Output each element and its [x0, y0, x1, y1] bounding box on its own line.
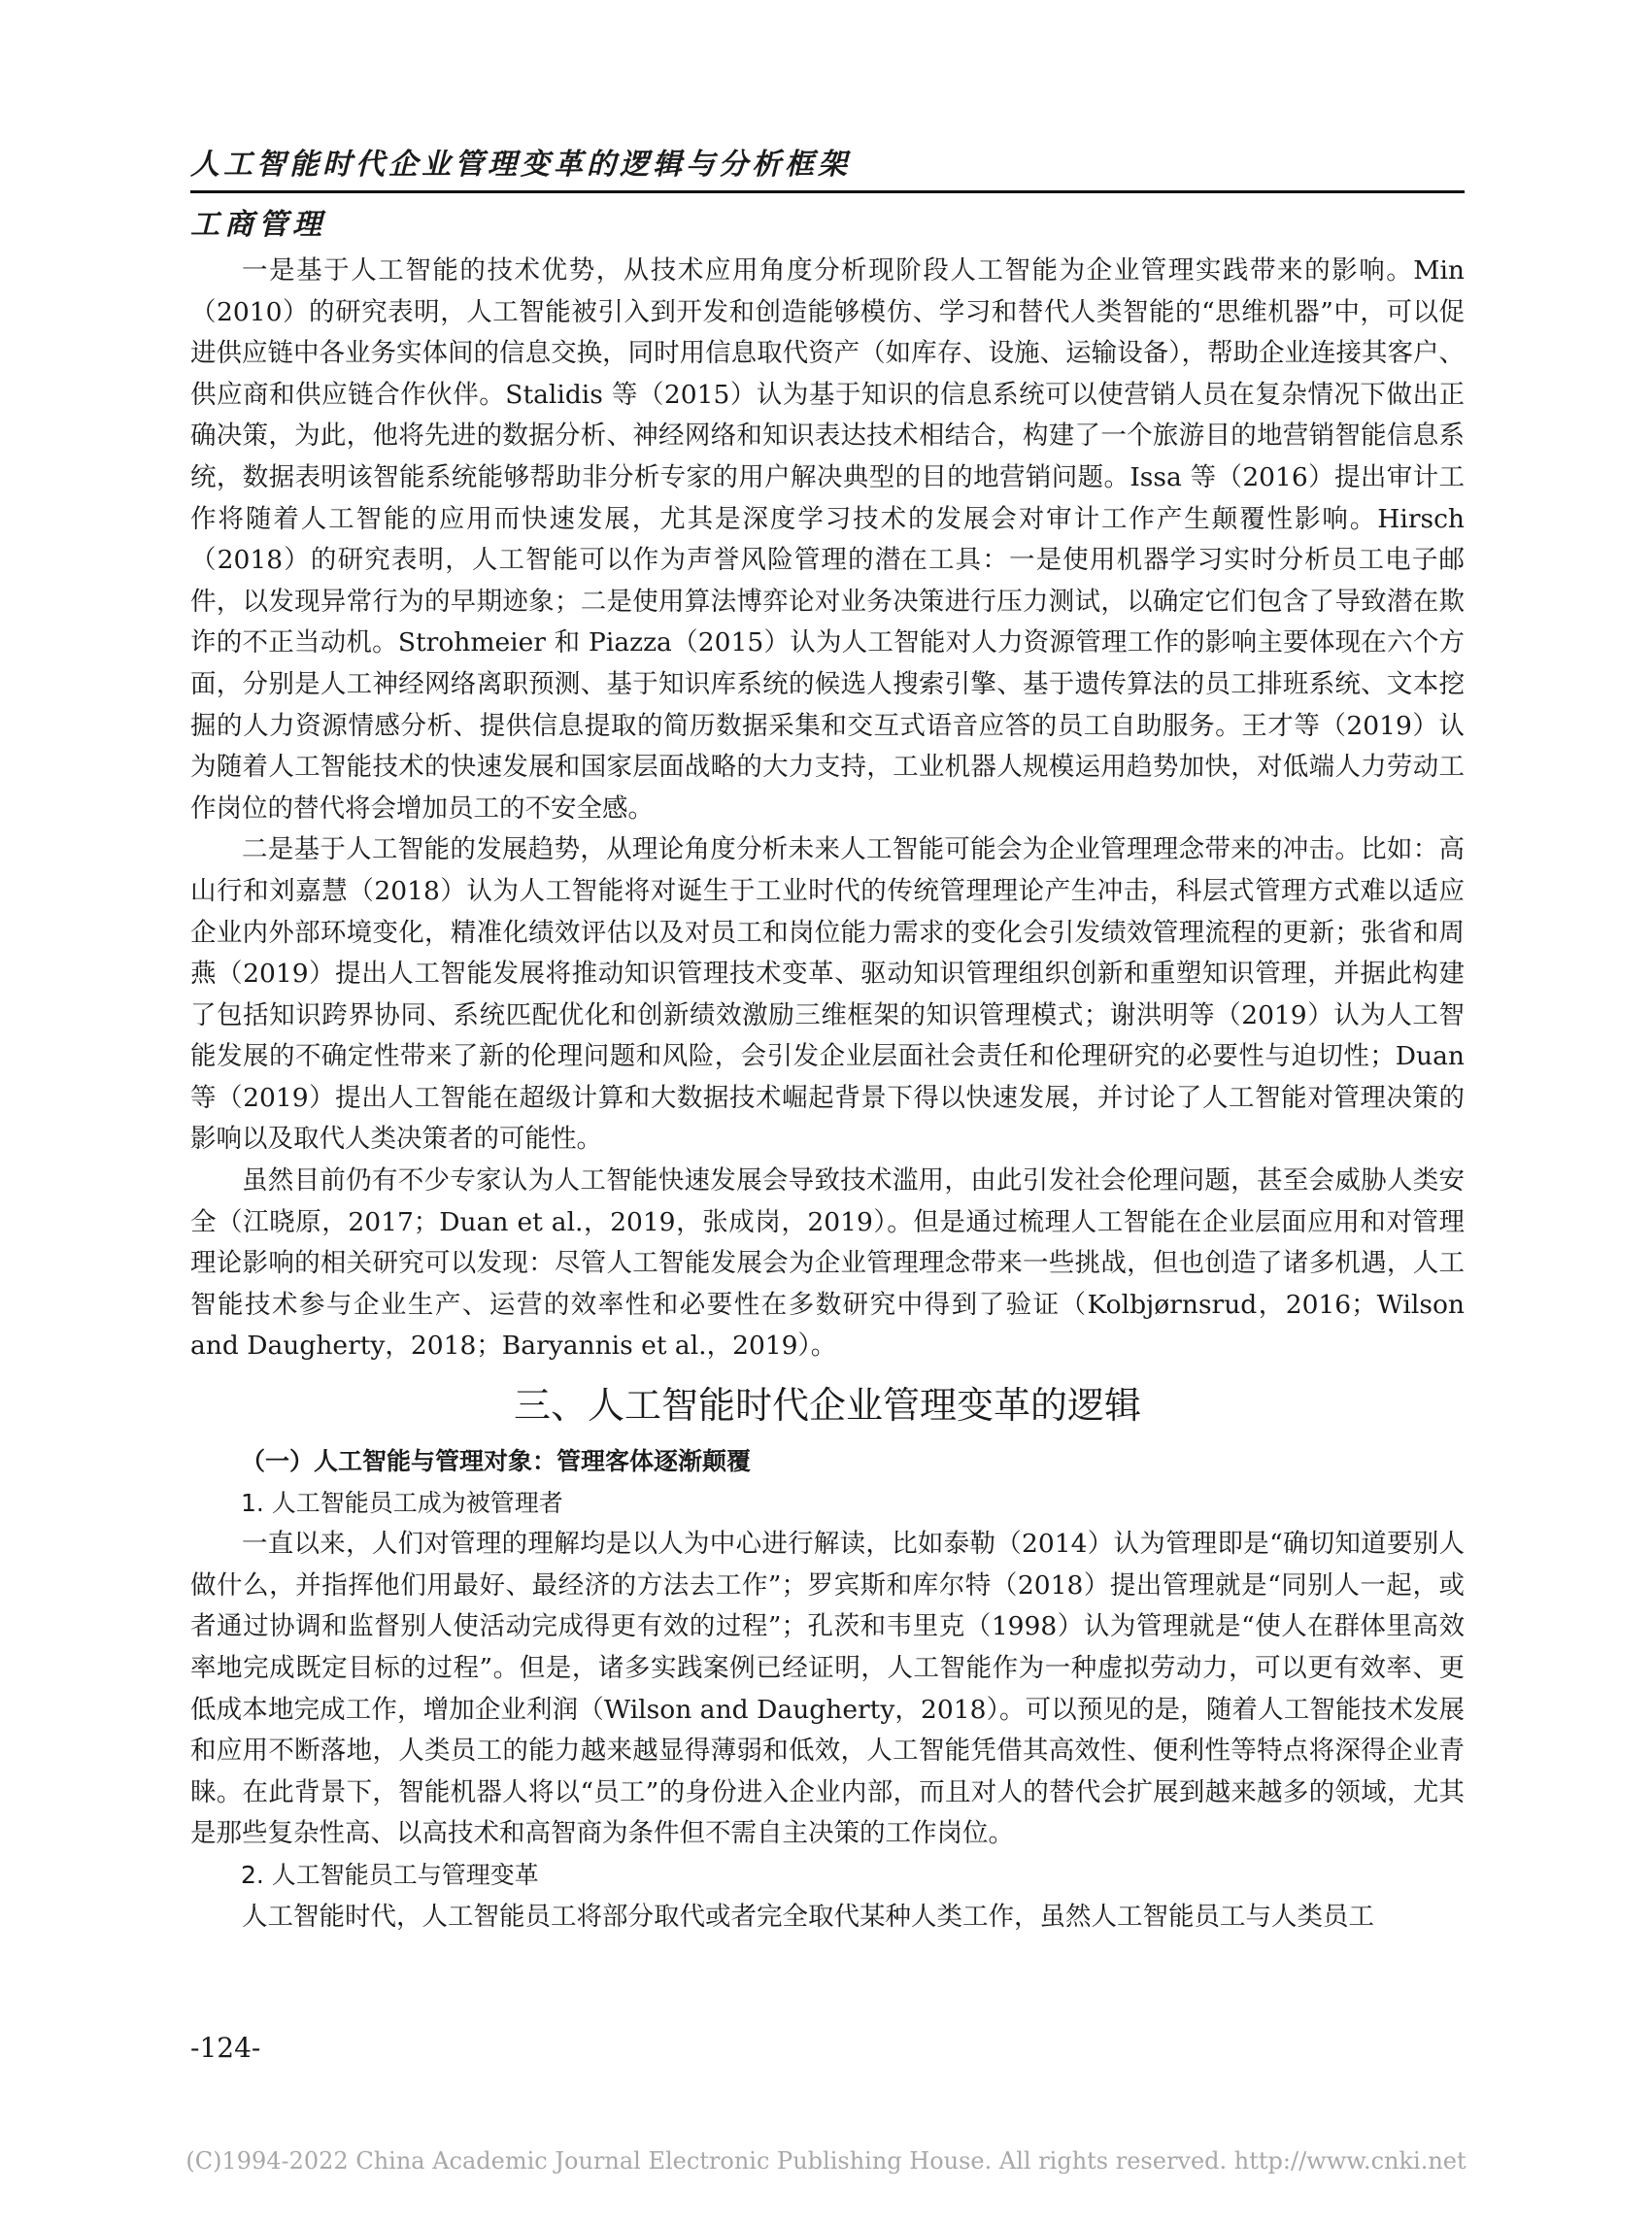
running-title: 人工智能时代企业管理变革的逻辑与分析框架	[190, 148, 851, 182]
body-paragraph: 一是基于人工智能的技术优势，从技术应用角度分析现阶段人工智能为企业管理实践带来的影响。Min（2010）的研究表明，人工智能被引入到开发和创造能够模仿、学习和替代人类智能的“思维机器”中，可以促进供应链中各业务实体间的信息交换，同时用信息取代资产（如库存、设施、运输设备），帮助企业连接其客户、供应商和供应链合作伙伴。Stalidis 等（2015）认为基于知识的信息系统可以使营销人员在复杂情况下做出正确决策，为此，他将先进的数据分析、神经网络和知识表达技术相结合，构建了一个旅游目的地营销智能信息系统，数据表明该智能系统能够帮助非分析专家的用户解决典型的目的地营销问题。Issa 等（2016）提出审计工作将随着人工智能的应用而快速发展，尤其是深度学习技术的发展会对审计工作产生颠覆性影响。Hirsch（2018）的研究表明，人工智能可以作为声誉风险管理的潜在工具：一是使用机器学习实时分析员工电子邮件，以发现异常行为的早期迹象；二是使用算法博弈论对业务决策进行压力测试，以确定它们包含了导致潜在欺诈的不正当动机。Strohmeier 和 Piazza（2015）认为人工智能对人力资源管理工作的影响主要体现在六个方面，分别是人工神经网络离职预测、基于知识库系统的候选人搜索引擎、基于遗传算法的员工排班系统、文本挖掘的人力资源情感分析、提供信息提取的简历数据采集和交互式语音应答的员工自助服务。王才等（2019）认为随着人工智能技术的快速发展和国家层面战略的大力支持，工业机器人规模运用趋势加快，对低端人力劳动工作岗位的替代将会增加员工的不安全感。	[190, 255, 1465, 824]
section-heading: 三、人工智能时代企业管理变革的逻辑	[513, 1384, 1141, 1428]
body-paragraph: 人工智能时代，人工智能员工将部分取代或者完全取代某种人类工作，虽然人工智能员工与人类员工	[242, 1901, 1374, 1932]
copyright-footer: (C)1994-2022 China Academic Journal Electronic Publishing House. All rights reserved. http://www.cnki.net	[185, 2147, 1467, 2175]
body-paragraph: 二是基于人工智能的发展趋势，从理论角度分析未来人工智能可能会为企业管理理念带来的冲击。比如：高山行和刘嘉慧（2018）认为人工智能将对诞生于工业时代的传统管理理论产生冲击，科层式管理方式难以适应企业内外部环境变化，精准化绩效评估以及对员工和岗位能力需求的变化会引发绩效管理流程的更新；张省和周燕（2019）提出人工智能发展将推动知识管理技术变革、驱动知识管理组织创新和重塑知识管理，并据此构建了包括知识跨界协同、系统匹配优化和创新绩效激励三维框架的知识管理模式；谢洪明等（2019）认为人工智能发展的不确定性带来了新的伦理问题和风险，会引发企业层面社会责任和伦理研究的必要性与迫切性；Duan 等（2019）提出人工智能在超级计算和大数据技术崛起背景下得以快速发展，并讨论了人工智能对管理决策的影响以及取代人类决策者的可能性。	[190, 834, 1465, 1155]
header-rule	[190, 190, 1465, 193]
subsection-heading: （一）人工智能与管理对象：管理客体逐渐颠覆	[241, 1447, 752, 1476]
subsubsection-heading: 2. 人工智能员工与管理变革	[241, 1860, 539, 1889]
page-number: -124-	[190, 2032, 261, 2064]
article-body	[190, 251, 1465, 1938]
subsubsection-heading: 1. 人工智能员工成为被管理者	[241, 1488, 563, 1517]
body-paragraph: 一直以来，人们对管理的理解均是以人为中心进行解读，比如泰勒（2014）认为管理即是“确切知道要别人做什么，并指挥他们用最好、最经济的方法去工作”；罗宾斯和库尔特（2018）提出管理就是“同别人一起，或者通过协调和监督别人使活动完成得更有效的过程”；孔茨和韦里克（1998）认为管理就是“使人在群体里高效率地完成既定目标的过程”。但是，诸多实践案例已经证明，人工智能作为一种虚拟劳动力，可以更有效率、更低成本地完成工作，增加企业利润（Wilson and Daugherty，2018）。可以预见的是，随着人工智能技术发展和应用不断落地，人类员工的能力越来越显得薄弱和低效，人工智能凭借其高效性、便利性等特点将深得企业青睐。在此背景下，智能机器人将以“员工”的身份进入企业内部，而且对人的替代会扩展到越来越多的领域，尤其是那些复杂性高、以高技术和高智商为条件但不需自主决策的工作岗位。	[190, 1529, 1465, 1849]
body-paragraph: 虽然目前仍有不少专家认为人工智能快速发展会导致技术滥用，由此引发社会伦理问题，甚至会威胁人类安全（江晓原，2017；Duan et al.，2019，张成岗，2019）。但是通过梳理人工智能在企业层面应用和对管理理论影响的相关研究可以发现：尽管人工智能发展会为企业管理理念带来一些挑战，但也创造了诸多机遇，人工智能技术参与企业生产、运营的效率性和必要性在多数研究中得到了验证（Kolbjørnsrud，2016；Wilson and Daugherty，2018；Baryannis et al.，2019）。	[190, 1165, 1465, 1362]
section-tag: 工商管理	[190, 208, 326, 242]
